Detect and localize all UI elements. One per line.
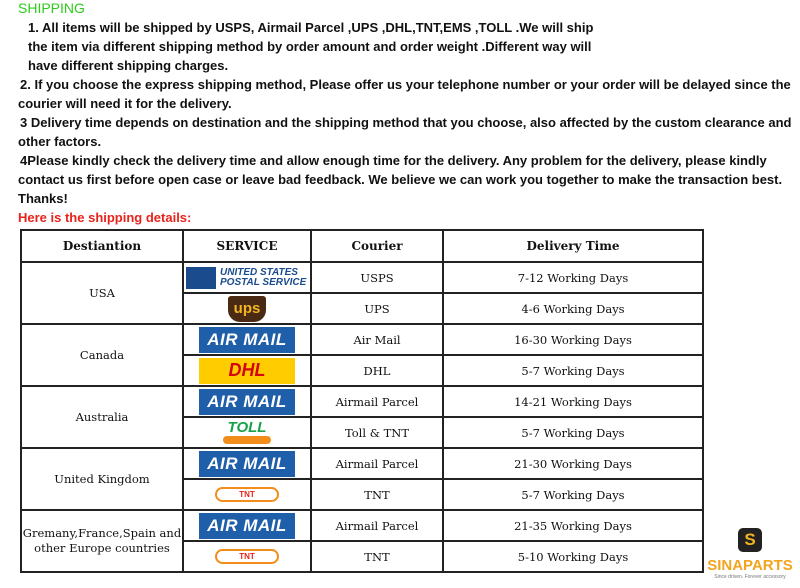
header-service: SERVICE <box>183 230 311 262</box>
shipping-heading: SHIPPING <box>18 0 85 16</box>
ups-logo: ups <box>228 296 266 322</box>
service-cell <box>183 293 311 324</box>
service-cell <box>183 479 311 510</box>
delivery-time-cell: 5-7 Working Days <box>443 355 703 386</box>
service-cell <box>183 262 311 293</box>
table-row <box>21 262 703 293</box>
courier-cell: Airmail Parcel <box>311 448 443 479</box>
tnt-logo: TNT <box>212 484 282 506</box>
courier-cell: Air Mail <box>311 324 443 355</box>
service-cell <box>183 355 311 386</box>
courier-cell: Toll & TNT <box>311 417 443 448</box>
delivery-time-cell: 4-6 Working Days <box>443 293 703 324</box>
airmail-logo: AIR MAIL <box>199 451 295 477</box>
table-header-row <box>21 230 703 262</box>
courier-cell: UPS <box>311 293 443 324</box>
courier-cell: USPS <box>311 262 443 293</box>
paragraph-2-line-2: courier will need it for the delivery. <box>18 96 232 111</box>
courier-cell: Airmail Parcel <box>311 386 443 417</box>
table-row <box>21 510 703 541</box>
paragraph-3-line-1: 3 Delivery time depends on destination and the shipping method that you choose, also affected by the custom clearance and <box>20 115 792 130</box>
delivery-time-cell: 21-30 Working Days <box>443 448 703 479</box>
airmail-logo: AIR MAIL <box>199 389 295 415</box>
courier-cell: TNT <box>311 541 443 572</box>
table-row <box>21 324 703 355</box>
s-badge-icon: S <box>738 528 762 552</box>
airmail-logo: AIR MAIL <box>199 513 295 539</box>
paragraph-4-line-2: contact us first before open case or leave bad feedback. We believe we can work you together to make the transaction best. <box>18 172 783 187</box>
paragraph-2-line-1: 2. If you choose the express shipping method, Please offer us your telephone number or your order will be delayed since the <box>20 77 791 92</box>
table-row <box>21 448 703 479</box>
delivery-time-cell: 5-7 Working Days <box>443 417 703 448</box>
tnt-logo: TNT <box>212 546 282 568</box>
delivery-time-cell: 16-30 Working Days <box>443 324 703 355</box>
paragraph-1-line-3: have different shipping charges. <box>28 58 229 73</box>
shipping-details-label: Here is the shipping details: <box>18 210 192 225</box>
destination-australia: Australia <box>21 386 183 448</box>
service-cell <box>183 417 311 448</box>
service-cell <box>183 324 311 355</box>
delivery-time-cell: 14-21 Working Days <box>443 386 703 417</box>
brand-name: SINAPARTS <box>707 557 793 574</box>
service-cell <box>183 510 311 541</box>
delivery-time-cell: 5-7 Working Days <box>443 479 703 510</box>
service-cell <box>183 386 311 417</box>
courier-cell: TNT <box>311 479 443 510</box>
courier-cell: Airmail Parcel <box>311 510 443 541</box>
paragraph-1-line-1: 1. All items will be shipped by USPS, Airmail Parcel ,UPS ,DHL,TNT,EMS ,TOLL .We will ship <box>28 20 594 35</box>
service-cell <box>183 541 311 572</box>
header-delivery-time: Delivery Time <box>443 230 703 262</box>
toll-tnt-logo: TOLL <box>207 420 287 446</box>
destination-europe: Gremany,France,Spain and other Europe countries <box>21 510 183 572</box>
brand-tagline: Since driven. Forever accessory <box>714 574 786 580</box>
header-destination: Destiantion <box>21 230 183 262</box>
eagle-icon <box>186 267 216 289</box>
dhl-logo: DHL <box>199 358 295 384</box>
destination-usa: USA <box>21 262 183 324</box>
destination-united-kingdom: United Kingdom <box>21 448 183 510</box>
sinaparts-logo <box>700 528 800 588</box>
paragraph-1-line-2: the item via different shipping method by order amount and order weight .Different way will <box>28 39 592 54</box>
delivery-time-cell: 5-10 Working Days <box>443 541 703 572</box>
destination-canada: Canada <box>21 324 183 386</box>
service-cell <box>183 448 311 479</box>
paragraph-4-line-1: 4Please kindly check the delivery time and allow enough time for the delivery. Any problem for the delivery, please kindly <box>20 153 767 168</box>
table-row <box>21 386 703 417</box>
thanks-text: Thanks! <box>18 191 68 206</box>
tnt-mark-icon <box>223 436 271 444</box>
airmail-logo: AIR MAIL <box>199 327 295 353</box>
usps-logo: UNITED STATES POSTAL SERVICE <box>186 266 308 290</box>
shipping-table <box>20 229 704 573</box>
courier-cell: DHL <box>311 355 443 386</box>
paragraph-3-line-2: other factors. <box>18 134 102 149</box>
delivery-time-cell: 7-12 Working Days <box>443 262 703 293</box>
header-courier: Courier <box>311 230 443 262</box>
delivery-time-cell: 21-35 Working Days <box>443 510 703 541</box>
